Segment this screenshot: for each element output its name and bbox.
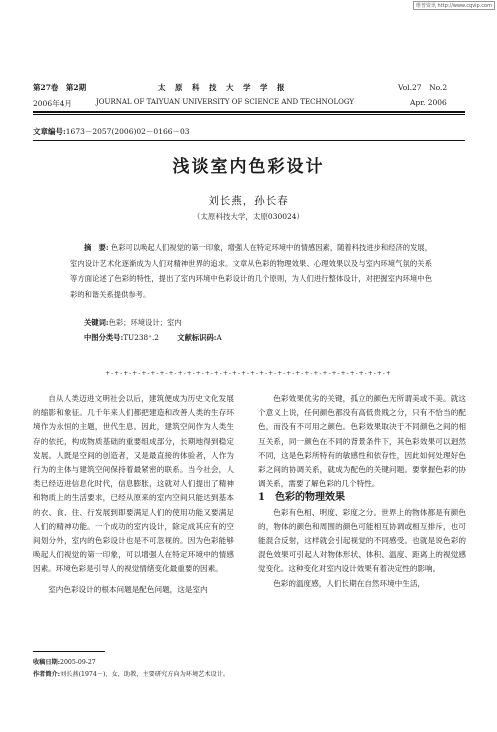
section-heading: 1 色彩的物理效果 (258, 492, 345, 504)
paper-affiliation: （太原科技大学，太原030024） (192, 212, 305, 221)
header-rule (33, 111, 465, 113)
received-label: 收稿日期: (33, 659, 61, 666)
keywords-label: 关键词: (84, 318, 109, 327)
header-date-cn: 2006年4月 (33, 99, 72, 108)
watermark: 维普资讯 http://www.cqvip.com (413, 1, 495, 10)
footnote-received (33, 657, 96, 666)
author-bio-label: 作者简介: (33, 671, 61, 678)
received-date: 2005-09-27 (60, 659, 96, 666)
body-paragraph: 自从人类迈进文明社会以后，建筑便成为历史文化发展的缩影和象征。几千年来人们都把建造和改善人类的生存环境作为永恒的主题，世代生息。因此，建筑空间作为人类生存的依托，构成物质基础的重要组成部分，长期地得到稳定发展。人既是空间的创造者，又是最直接的体验者，人作为行为的主体与建筑空间保持着最紧密的联系。当今社会，人类已经迈进信息化时代，信息膨胀，这就对人们提出了精神和物质上的生活要求，已经从原来的室内空间只能达到基本的衣、食、住、行发展到即要满足人们的使用功能又要满足人们的精神功能。一个成功的室内设计，除定成其应有的空间划分外，室内的色彩设计也是不可忽视的。因为色彩能够唤起人们视觉的第一印象，可以增强人在特定环境中的情感因素。环境色彩是引导人的视觉情绪变化最重要的因素。 (33, 394, 234, 574)
header-volume-cn: 第27卷 第2期 (33, 83, 87, 92)
header-journal-cn: 太 原 科 技 大 学 学 报 (158, 83, 286, 92)
header-volume-en: Vol.27 No.2 (398, 83, 448, 92)
author-bio: 刘长燕(1974－)，女，助教，主要研究方向为环境艺术设计。 (60, 671, 230, 678)
article-number (33, 126, 190, 137)
classification-value: TU238⁺.2 (123, 333, 159, 342)
body-right-column (258, 392, 466, 591)
keywords (84, 318, 182, 328)
paper-title: 浅谈室内色彩设计 (172, 157, 325, 177)
abstract (70, 240, 432, 302)
classification (84, 333, 222, 343)
header-rule-thin (33, 114, 465, 115)
body-paragraph: 室内色彩设计的根本问题是配色问题，这是室内 (48, 584, 208, 594)
article-number-label: 文章编号: (33, 127, 66, 136)
section-separator: +-+-+-+-+-+-+-+-+-+-+-+-+-+-+-+-+-+-+-+-+-+-+-+-+-+-+-+-+-+-+-+ (105, 370, 392, 377)
paper-authors: 刘长燕，孙长春 (208, 195, 289, 207)
abstract-text: 色彩可以唤起人们视觉的第一印象，增强人在特定环境中的情感因素，随着科技进步和经济的发展，室内设计艺术化逐渐成为人们对精神世界的追求。文章从色彩的物理效果、心理效果以及与室内环境气氛的关系等方面论述了色彩的特性，提出了室内环境中色彩设计的几个原则，为人们进行整体设计，对把握室内环境中色彩的和谐关系提供参考。 (70, 243, 432, 299)
classification-label: 中图分类号: (84, 333, 124, 342)
article-number-value: 1673－2057(2006)02－0166－03 (65, 127, 190, 136)
footnote-author (33, 669, 229, 678)
header-journal-en: JOURNAL OF TAIYUAN UNIVERSITY OF SCIENCE AND TECHNOLOGY (96, 98, 354, 106)
body-paragraph: 色彩的温度感，人们长期在自然环境中生活， (273, 578, 426, 588)
doc-code-label: 文献标识码: (177, 333, 217, 342)
doc-code-value: A (216, 333, 222, 342)
abstract-label: 摘 要: (84, 243, 109, 252)
header-date-en: Apr. 2006 (410, 98, 447, 107)
body-paragraph: 色彩效果优劣的关键，孤立的颜色无所谓美或不美。就这个意义上说，任何颜色都没有高低贵贱之分，只有不恰当的配色，而没有不可用之颜色。色彩效果取决于不同颜色之间的相互关系，同一颜色在不同的背景条件下，其色彩效果可以迥然不同，这是色彩所特有的敏感性和依存性，因此如何处理好色彩之间的协调关系，就成为配色的关键问题。要掌握色彩的协调关系，需要了解色彩的几个特性。 (258, 394, 466, 489)
article-number-rule (33, 140, 465, 141)
keywords-text: 色彩；环境设计；室内 (108, 318, 182, 327)
body-paragraph: 色彩有色相、明度、彩度之分。世界上的物体都是有颜色的，物体的颜色和周围的颜色可能相互协调或相互排斥，也可能混合反射，这样就会引起视觉的不同感受。也就是说色彩的混色效果可引起人对物体形状、体积、温度、距离上的视觉感觉变化。这种变化对室内设计效果有着决定性的影响。 (258, 507, 466, 574)
footnote-rule (33, 651, 105, 652)
body-left-column (33, 392, 234, 597)
